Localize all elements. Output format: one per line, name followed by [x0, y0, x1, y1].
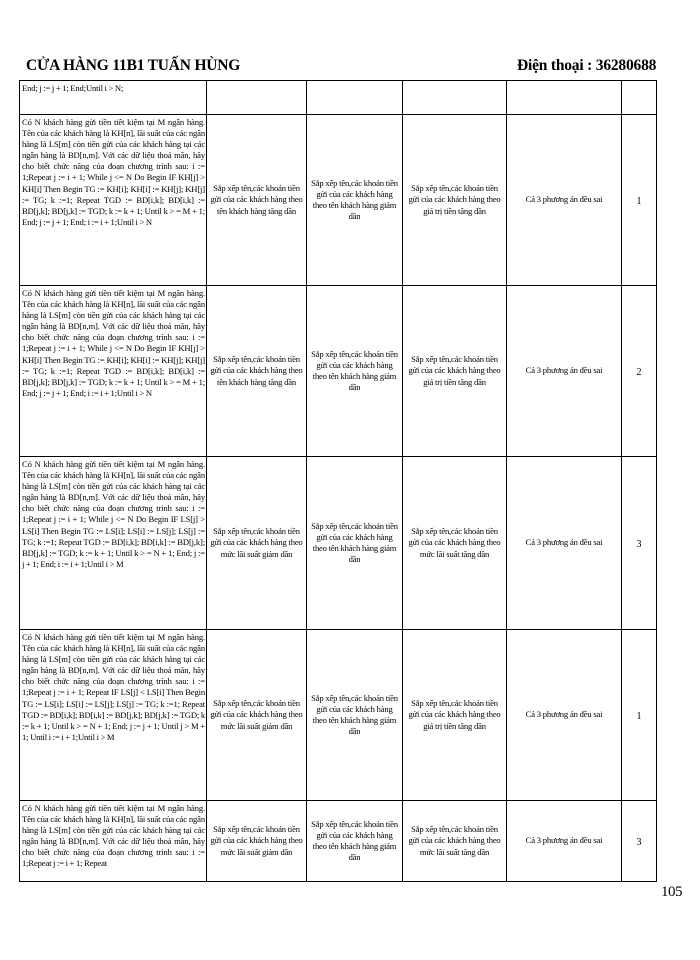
option-cell: [307, 81, 403, 115]
option-cell: Sắp xếp tên,các khoản tiền gửi của các khách hàng theo tên khách hàng tăng dần: [207, 286, 307, 457]
page-header: [20, 57, 680, 79]
question-text: End; j := j + 1; End;Until i > N;: [22, 83, 124, 93]
table-row: [20, 630, 657, 801]
option-cell: Sắp xếp tên,các khoản tiền gửi của các khách hàng theo tên khách hàng giảm dần: [307, 115, 403, 286]
option-cell: Cả 3 phương án đều sai: [507, 801, 622, 882]
option-cell: Sắp xếp tên,các khoản tiền gửi của các khách hàng theo tên khách hàng tăng dần: [207, 115, 307, 286]
question-text: Có N khách hàng gửi tiền tiết kiệm tại M ngân hàng. Tên của các khách hàng là KH[n], lãi suất của các ngân hàng là LS[m] còn tiền gửi của các khách hàng tại các ngân hàng là BD[n,m]. Với các dữ liệu thoả mãn, hãy cho biết chức năng của đoạn chương trình sau: i := 1;Repeat j := i + 1; While j <= N Do Begin IF KH[j] > KH[i] Then Begin TG := KH[i]; KH[i] := KH[j]; KH[j] := TG; k :=1; Repeat TGD := BD[i,k]; BD[i,k] := BD[j,k]; BD[j,k] := TGD; k := k + 1; Until k > = M + 1; End; j := j + 1; End; i := i + 1;Until i > N: [22, 117, 205, 227]
option-cell: Sắp xếp tên,các khoản tiền gửi của các khách hàng theo mức lãi suất tăng dần: [403, 801, 507, 882]
table-row: [20, 286, 657, 457]
option-cell: Sắp xếp tên,các khoản tiền gửi của các khách hàng theo mức lãi suất tăng dần: [403, 457, 507, 630]
option-cell: Sắp xếp tên,các khoản tiền gửi của các khách hàng theo giá trị tiền tăng dần: [403, 630, 507, 801]
option-cell: [207, 81, 307, 115]
answer-cell: 2: [622, 286, 657, 457]
question-cell: [20, 115, 207, 286]
option-cell: Sắp xếp tên,các khoản tiền gửi của các khách hàng theo tên khách hàng giảm dần: [307, 457, 403, 630]
option-cell: Sắp xếp tên,các khoản tiền gửi của các khách hàng theo tên khách hàng giảm dần: [307, 286, 403, 457]
question-text: Có N khách hàng gửi tiền tiết kiệm tại M ngân hàng. Tên của các khách hàng là KH[n], lãi suất của các ngân hàng là LS[m] còn tiền gửi của các khách hàng tại các ngân hàng là BD[n,m]. Với các dữ liệu thoả mãn, hãy cho biết chức năng của đoạn chương trình sau: i := 1;Repeat j := i + 1; While j <= N Do Begin IF LS[j] > LS[i] Then Begin TG := LS[i]; LS[i] := LS[j]; LS[j] := TG; k :=1; Repeat TGD := BD[i,k]; BD[i,k] := BD[j,k]; BD[j,k] := TGD; k := k + 1; Until k > = N + 1; End; j := j + 1; End; i := i + 1;Until i > M: [22, 459, 205, 569]
option-cell: Sắp xếp tên,các khoản tiền gửi của các khách hàng theo giá trị tiền tăng dần: [403, 286, 507, 457]
phone-number: Điện thoại : 36280688: [517, 57, 657, 74]
question-table: [19, 80, 657, 882]
answer-cell: [622, 81, 657, 115]
question-text: Có N khách hàng gửi tiền tiết kiệm tại M ngân hàng. Tên của các khách hàng là KH[n], lãi suất của các ngân hàng là LS[m] còn tiền gửi của các khách hàng tại các ngân hàng là BD[n,m]. Với các dữ liệu thoả mãn, hãy cho biết chức năng của đoạn chương trình sau: i := 1;Repeat j := i + 1; While j <= N Do Begin IF KH[j] > KH[i] Then Begin TG := KH[i]; KH[i] := KH[j]; KH[j] := TG; k :=1; Repeat TGD := BD[i,k]; BD[i,k] := BD[j,k]; BD[j,k] := TGD; k := k + 1; Until k > = M + 1; End; j := j + 1; End; i := i + 1;Until i > N: [22, 288, 205, 398]
option-cell: Cả 3 phương án đều sai: [507, 457, 622, 630]
option-cell: Sắp xếp tên,các khoản tiền gửi của các khách hàng theo mức lãi suất giảm dần: [207, 630, 307, 801]
option-cell: Sắp xếp tên,các khoản tiền gửi của các khách hàng theo giá trị tiền tăng dần: [403, 115, 507, 286]
answer-cell: 1: [622, 115, 657, 286]
question-text: Có N khách hàng gửi tiền tiết kiệm tại M ngân hàng. Tên của các khách hàng là KH[n], lãi suất của các ngân hàng là LS[m] còn tiền gửi của các khách hàng tại các ngân hàng là BD[n,m]. Với các dữ liệu thoả mãn, hãy cho biết chức năng của đoạn chương trình sau: i := 1;Repeat j := i + 1; Repeat: [22, 803, 205, 869]
answer-cell: 1: [622, 630, 657, 801]
page-number: 105: [661, 884, 682, 900]
table-row: [20, 115, 657, 286]
option-cell: Sắp xếp tên,các khoản tiền gửi của các khách hàng theo tên khách hàng giảm dần: [307, 801, 403, 882]
answer-cell: 3: [622, 801, 657, 882]
shop-name: CỬA HÀNG 11B1 TUẤN HÙNG: [26, 57, 241, 74]
question-text: Có N khách hàng gửi tiền tiết kiệm tại M ngân hàng. Tên của các khách hàng là KH[n], lãi suất của các ngân hàng là LS[m] còn tiền gửi của các khách hàng tại các ngân hàng là BD[n,m]. Với các dữ liệu thoả mãn, hãy cho biết chức năng của đoạn chương trình sau: i := 1;Repeat j := i + 1; Repeat IF LS[j] < LS[i] Then Begin TG := LS[i]; LS[i] := LS[j]; LS[j] := TG; k :=1; Repeat TGD := BD[i,k]; BD[i,k] := BD[j,k]; BD[j,k] := TGD; k := k + 1; Until k > = N + 1; End; j := j + 1; Until j > M + 1; Until i := i + 1;Until i > M: [22, 632, 205, 742]
option-cell: Cả 3 phương án đều sai: [507, 115, 622, 286]
option-cell: Sắp xếp tên,các khoản tiền gửi của các khách hàng theo tên khách hàng giảm dần: [307, 630, 403, 801]
question-cell: [20, 286, 207, 457]
answer-cell: 3: [622, 457, 657, 630]
option-cell: [507, 81, 622, 115]
table-row: [20, 457, 657, 630]
question-cell: [20, 630, 207, 801]
option-cell: Sắp xếp tên,các khoản tiền gửi của các khách hàng theo mức lãi suất giảm dần: [207, 457, 307, 630]
table-row: [20, 81, 657, 115]
question-cell: [20, 457, 207, 630]
question-cell: [20, 81, 207, 115]
option-cell: [403, 81, 507, 115]
question-cell: [20, 801, 207, 882]
option-cell: Sắp xếp tên,các khoản tiền gửi của các khách hàng theo mức lãi suất giảm dần: [207, 801, 307, 882]
table-row: [20, 801, 657, 882]
option-cell: Cả 3 phương án đều sai: [507, 286, 622, 457]
option-cell: Cả 3 phương án đều sai: [507, 630, 622, 801]
